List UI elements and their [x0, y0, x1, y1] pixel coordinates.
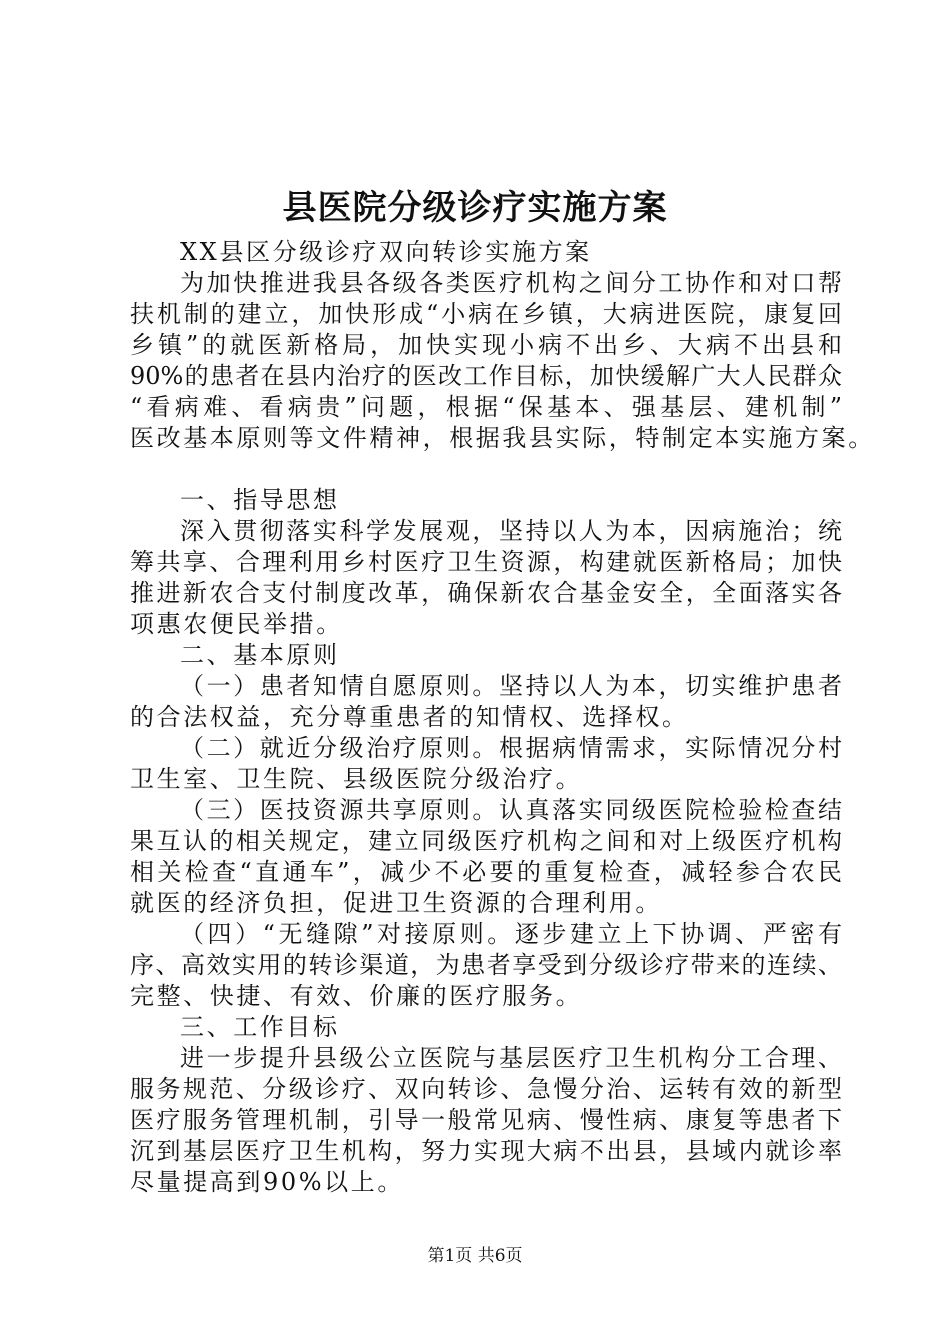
paragraph-line: 尽量提高到90%以上。	[130, 1168, 404, 1196]
paragraph-line: 完整、快捷、有效、价廉的医疗服务。	[130, 982, 583, 1010]
paragraph-line: （三）医技资源共享原则。认真落实同级医院检验检查结	[180, 796, 842, 824]
paragraph-line: 服务规范、分级诊疗、双向转诊、急慢分治、运转有效的新型	[130, 1075, 842, 1103]
document-body	[130, 237, 875, 1198]
paragraph-line: （二）就近分级治疗原则。根据病情需求，实际情况分村	[180, 734, 842, 762]
paragraph-line: 医疗服务管理机制，引导一般常见病、慢性病、康复等患者下	[130, 1106, 842, 1134]
paragraph-line: 项惠农便民举措。	[130, 610, 343, 638]
paragraph-line: 相关检查“直通车”，减少不必要的重复检查，减轻参合农民	[130, 858, 842, 886]
paragraph-line: 沉到基层医疗卫生机构，努力实现大病不出县，县域内就诊率	[130, 1137, 842, 1165]
paragraph-line: 90%的患者在县内治疗的医改工作目标，加快缓解广大人民群众	[130, 362, 842, 390]
subtitle-line: XX县区分级诊疗双向转诊实施方案	[180, 238, 592, 266]
paragraph-line: 的合法权益，充分尊重患者的知情权、选择权。	[130, 703, 689, 731]
paragraph-line: （四）“无缝隙”对接原则。逐步建立上下协调、严密有	[180, 920, 842, 948]
paragraph-line: 医改基本原则等文件精神，根据我县实际，特制定本实施方案。	[130, 424, 875, 452]
paragraph-line: 进一步提升县级公立医院与基层医疗卫生机构分工合理、	[180, 1044, 842, 1072]
paragraph-line: 就医的经济负担，促进卫生资源的合理利用。	[130, 889, 662, 917]
paragraph-line: （一）患者知情自愿原则。坚持以人为本，切实维护患者	[180, 672, 842, 700]
paragraph-line: 乡镇”的就医新格局，加快实现小病不出乡、大病不出县和	[130, 331, 842, 359]
paragraph-line: 推进新农合支付制度改革，确保新农合基金安全，全面落实各	[130, 579, 842, 607]
paragraph-line: 序、高效实用的转诊渠道，为患者享受到分级诊疗带来的连续、	[130, 951, 842, 979]
page-footer: 第1页 共6页	[427, 1246, 523, 1266]
section-heading: 一、指导思想	[180, 486, 340, 514]
document-title: 县医院分级诊疗实施方案	[282, 188, 668, 228]
paragraph-line: 为加快推进我县各级各类医疗机构之间分工协作和对口帮	[180, 269, 842, 297]
paragraph-line: 卫生室、卫生院、县级医院分级治疗。	[130, 765, 583, 793]
paragraph-line: 果互认的相关规定，建立同级医疗机构之间和对上级医疗机构	[130, 827, 842, 855]
section-heading: 二、基本原则	[180, 641, 340, 669]
paragraph-line: 筹共享、合理利用乡村医疗卫生资源，构建就医新格局；加快	[130, 548, 842, 576]
section-heading: 三、工作目标	[180, 1013, 340, 1041]
paragraph-line: “看病难、看病贵”问题，根据“保基本、强基层、建机制”	[130, 393, 842, 421]
paragraph-line: 深入贯彻落实科学发展观，坚持以人为本，因病施治；统	[180, 517, 842, 545]
paragraph-line: 扶机制的建立，加快形成“小病在乡镇，大病进医院，康复回	[130, 300, 842, 328]
